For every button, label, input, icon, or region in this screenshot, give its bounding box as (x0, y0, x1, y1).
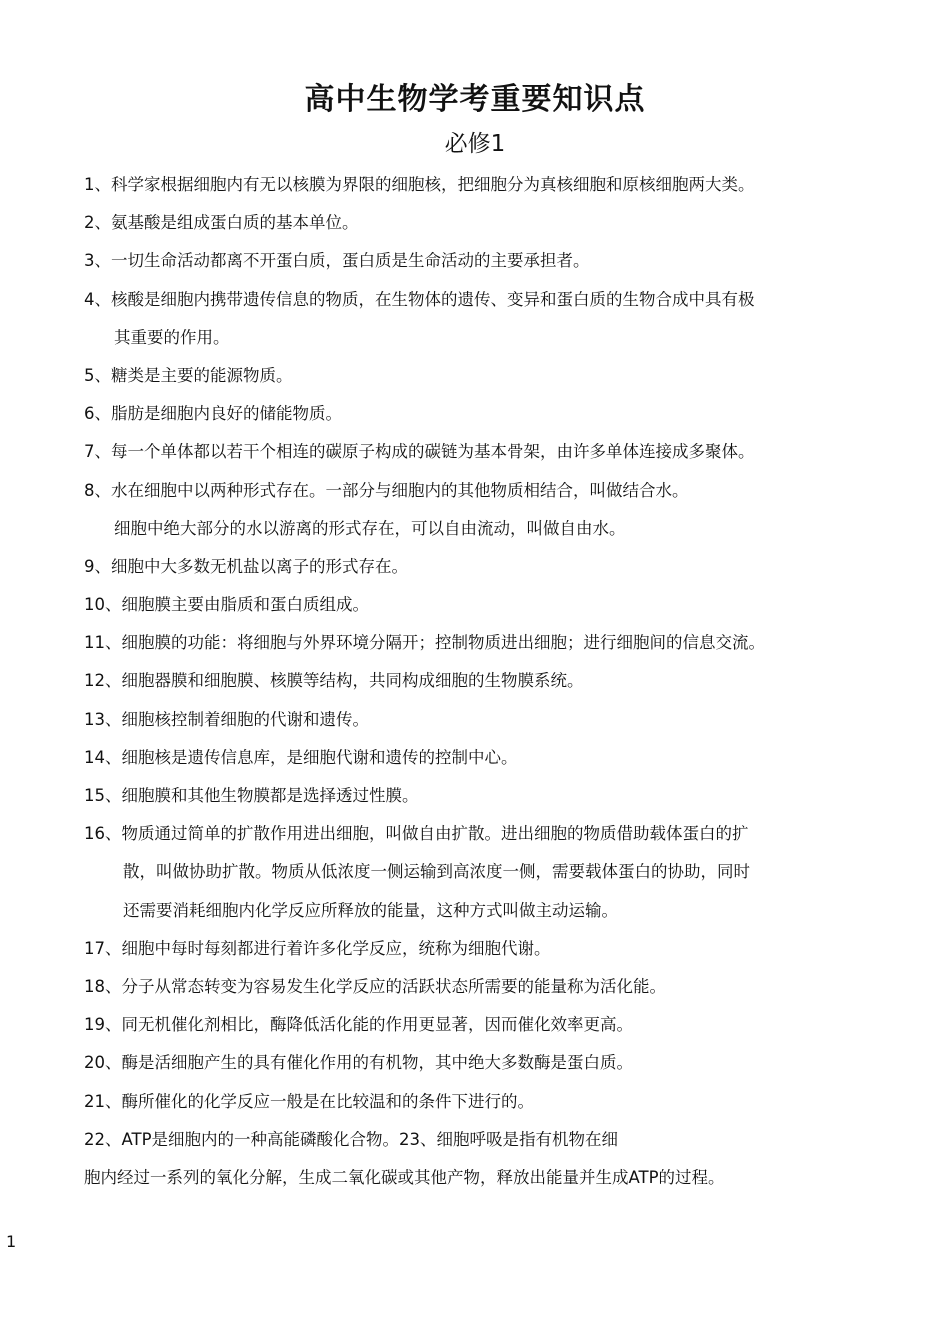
text-line: 21、酶所催化的化学反应一般是在比较温和的条件下进行的。 (84, 1091, 534, 1111)
text-line: 12、细胞器膜和细胞膜、核膜等结构，共同构成细胞的生物膜系统。 (84, 671, 584, 691)
text-line: 胞内经过一系列的氧化分解，生成二氧化碳或其他产物，释放出能量并生成ATP的过程。 (84, 1167, 725, 1187)
text-line: 10、细胞膜主要由脂质和蛋白质组成。 (84, 595, 369, 615)
text-line: 14、细胞核是遗传信息库，是细胞代谢和遗传的控制中心。 (84, 747, 518, 767)
text-line-continuation: 散，叫做协助扩散。物质从低浓度一侧运输到高浓度一侧，需要载体蛋白的协助，同时 (123, 862, 750, 882)
text-line: 6、脂肪是细胞内良好的储能物质。 (84, 404, 342, 424)
text-line: 5、糖类是主要的能源物质。 (84, 365, 293, 385)
text-line: 22、ATP是细胞内的一种高能磷酸化合物。23、细胞呼吸是指有机物在细 (84, 1129, 619, 1149)
text-line-continuation: 其重要的作用。 (114, 327, 230, 347)
text-line: 1、科学家根据细胞内有无以核膜为界限的细胞核，把细胞分为真核细胞和原核细胞两大类。 (84, 175, 755, 194)
text-line-continuation: 还需要消耗细胞内化学反应所释放的能量，这种方式叫做主动运输。 (123, 900, 618, 920)
text-line: 3、一切生命活动都离不开蛋白质，蛋白质是生命活动的主要承担者。 (84, 251, 590, 271)
text-line: 2、氨基酸是组成蛋白质的基本单位。 (84, 213, 359, 233)
text-line: 7、每一个单体都以若干个相连的碳原子构成的碳链为基本骨架，由许多单体连接成多聚体。 (84, 442, 755, 462)
text-line: 17、细胞中每时每刻都进行着许多化学反应，统称为细胞代谢。 (84, 938, 551, 958)
document-subtitle: 必修1 (444, 131, 506, 157)
text-line: 8、水在细胞中以两种形式存在。一部分与细胞内的其他物质相结合，叫做结合水。 (84, 480, 689, 500)
text-line: 18、分子从常态转变为容易发生化学反应的活跃状态所需要的能量称为活化能。 (84, 976, 666, 996)
text-line: 9、细胞中大多数无机盐以离子的形式存在。 (84, 556, 408, 576)
knowledge-list (84, 166, 884, 1197)
text-line: 15、细胞膜和其他生物膜都是选择透过性膜。 (84, 786, 419, 805)
text-line: 20、酶是活细胞产生的具有催化作用的有机物，其中绝大多数酶是蛋白质。 (84, 1053, 633, 1073)
page-number: 1 (6, 1232, 17, 1251)
document-title: 高中生物学考重要知识点 (304, 82, 646, 117)
text-line: 13、细胞核控制着细胞的代谢和遗传。 (84, 709, 369, 729)
text-line: 4、核酸是细胞内携带遗传信息的物质，在生物体的遗传、变异和蛋白质的生物合成中具有极 (84, 289, 755, 309)
text-line: 16、物质通过简单的扩散作用进出细胞，叫做自由扩散。进出细胞的物质借助载体蛋白的扩 (84, 824, 749, 844)
text-line-continuation: 细胞中绝大部分的水以游离的形式存在，可以自由流动，叫做自由水。 (114, 518, 626, 538)
text-line: 19、同无机催化剂相比，酶降低活化能的作用更显著，因而催化效率更高。 (84, 1015, 633, 1035)
text-line: 11、细胞膜的功能：将细胞与外界环境分隔开；控制物质进出细胞；进行细胞间的信息交流。 (84, 633, 765, 653)
